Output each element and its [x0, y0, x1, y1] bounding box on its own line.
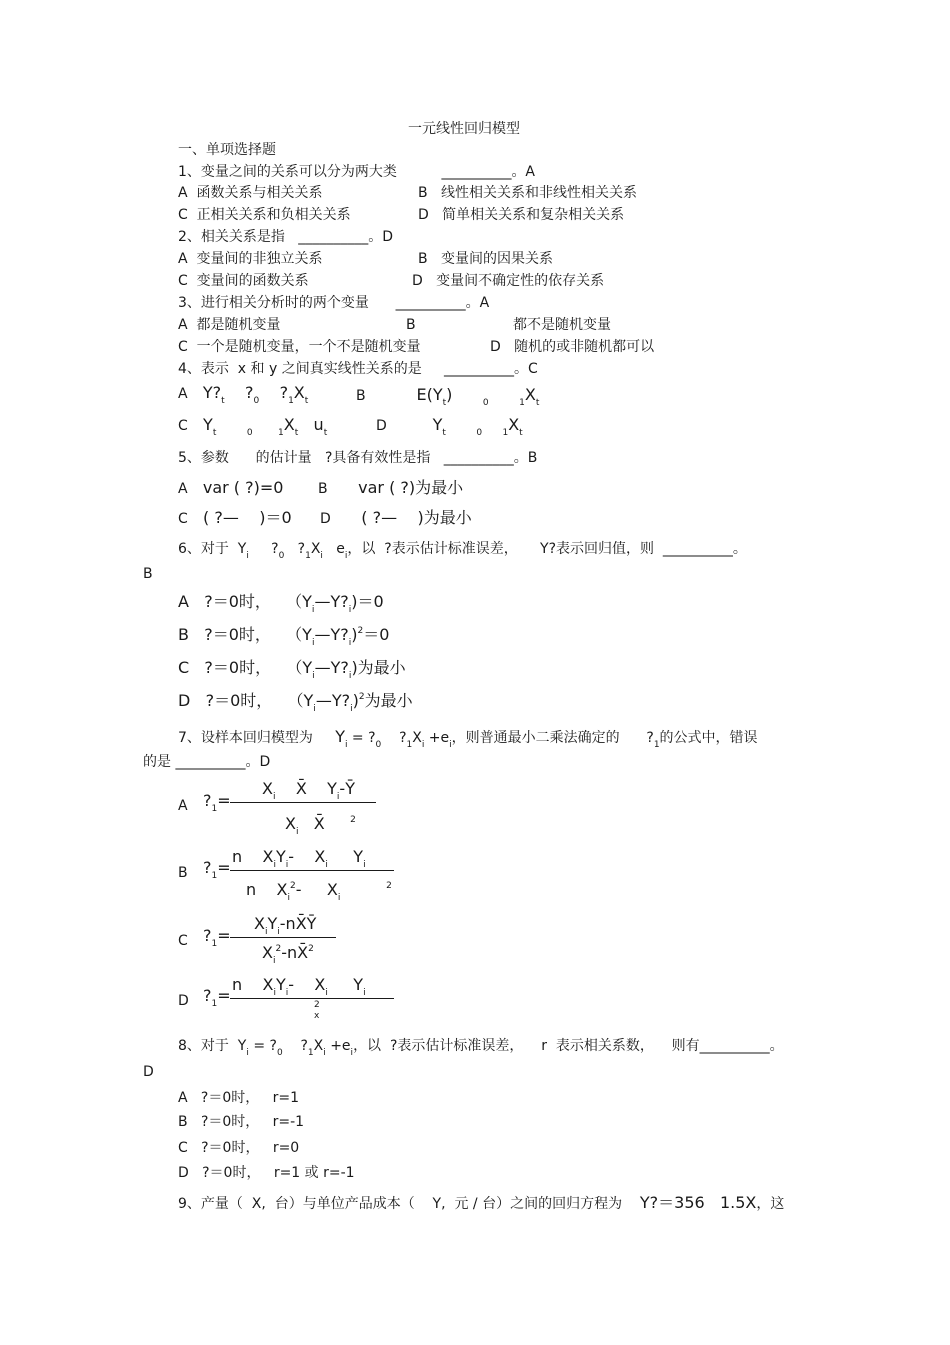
q1-option-b: B 线性相关关系和非线性相关关系 [418, 185, 637, 201]
q1-option-a: A 函数关系与相关关系 [178, 185, 323, 201]
q4-option-d: D $Y_t$ $_0$ $_1X_t$ [376, 415, 523, 438]
q7-option-b-lhs: $?_1=$ [203, 858, 231, 881]
q2-option-d: D 变量间不确定性的依存关系 [412, 273, 605, 289]
q7-option-b-denominator: n $X_i^2-$ $X_i$ $^2$ [246, 880, 392, 903]
section-heading: 一、单项选择题 [178, 142, 276, 158]
q7-option-a-numerator: $X_i$ X̄ $Y_i-Ȳ$ [262, 779, 355, 802]
q6-answer: B [143, 566, 153, 582]
q3-stem: 3、进行相关分析时的两个变量 __________。A [178, 295, 490, 311]
q7-option-a-label: A [178, 798, 188, 814]
q4-option-c: C $Y_t$ $_0$ $_1X_t$ $u_t$ [178, 415, 328, 438]
q1-stem: 1、变量之间的关系可以分为两大类 __________。A [178, 164, 536, 180]
q3-option-d: D 随机的或非随机都可以 [490, 339, 655, 355]
q5-option-c: C ( ?— )＝0 [178, 508, 292, 527]
q5-option-a: A var ( ?)=0 [178, 478, 284, 497]
q6-option-a: A ?＝0时， $(Y_i—Y?_i)=0$ [178, 592, 384, 615]
q7-option-d-numerator: n $X_iY_i-$ $X_i$ $Y_i$ [232, 975, 366, 998]
q8-option-b: B ?＝0时， r=-1 [178, 1114, 305, 1130]
q7-option-c-fraction-bar [230, 937, 336, 938]
q2-stem: 2、相关关系是指 __________。D [178, 229, 394, 245]
q6-option-b: B ?＝0时， $(Y_i—Y?_i)^2=0$ [178, 625, 390, 648]
q7-option-c-numerator: $X_iY_i-nX̄Ȳ$ [254, 914, 317, 937]
q7-line2: 的是 __________。D [143, 754, 271, 770]
q6-option-d: D ?＝0时， $(Y_i—Y?_i)^2$为最小 [178, 691, 413, 714]
q7-option-d-lhs: $?_1=$ [203, 986, 231, 1009]
q2-option-a: A 变量间的非独立关系 [178, 251, 323, 267]
q7-option-c-denominator: $X_i^2-nX̄^2$ [262, 943, 314, 966]
q8-stem: 8、对于 $Y_i$ = $?_0$ $?_1X_i +e_i$，以 ?表示估计标准误差， r 表示相关系数， 则有__________。 [178, 1038, 784, 1058]
q1-option-c: C 正相关关系和负相关关系 [178, 207, 351, 223]
q7-option-b-fraction-bar [230, 870, 394, 871]
q5-option-b: B var ( ?)为最小 [318, 478, 464, 497]
q7-option-c-label: C [178, 933, 188, 949]
q6-option-c: C ?＝0时， $(Y_i—Y?_i)$为最小 [178, 658, 406, 681]
q4-option-a: A $Y?_t$ $?_0$ $?_1X_t$ [178, 383, 309, 406]
q7-option-c-lhs: $?_1=$ [203, 926, 231, 949]
q4-option-b: B $E(Y_t)$ $_0$ $_1X_t$ [356, 385, 540, 408]
q6-stem: 6、对于 $Y_i$ $?_0$ $?_1X_i$ $e_i$，以 ?表示估计标准误差， Y?表示回归值，则 __________。 [178, 541, 747, 561]
q7-stem: 7、设样本回归模型为 $Y_i$ = $?_0$ $?_1X_i +e_i$，则普通最小二乘法确定的 $?_1$的公式中，错误 [178, 727, 758, 750]
page-title: 一元线性回归模型 [408, 121, 520, 137]
q9-stem: 9、产量（ X, 台）与单位产品成本（ Y, 元 / 台）之间的回归方程为 Y?＝356 1.5X，这 [178, 1193, 785, 1212]
q5-stem: 5、参数 的估计量 ?具备有效性是指 __________。B [178, 450, 538, 466]
q3-option-b-label: B [406, 317, 416, 333]
q1-option-d: D 简单相关关系和复杂相关关系 [418, 207, 625, 223]
q7-option-d-denominator: 2 x [314, 1000, 320, 1021]
q7-option-b-numerator: n $X_iY_i-$ $X_i$ $Y_i$ [232, 847, 366, 870]
q8-option-a: A ?＝0时， r=1 [178, 1090, 300, 1106]
q2-option-c: C 变量间的函数关系 [178, 273, 309, 289]
q7-option-b-label: B [178, 865, 188, 881]
q8-answer: D [143, 1064, 154, 1080]
q7-option-d-fraction-bar [230, 998, 394, 999]
q4-stem: 4、表示 x 和 y 之间真实线性关系的是 __________。C [178, 361, 538, 377]
q3-option-b: 都不是随机变量 [513, 317, 611, 333]
q7-option-d-label: D [178, 993, 189, 1009]
q5-option-d: D ( ?— )为最小 [320, 508, 472, 527]
q7-option-a-denominator: $X_i$ X̄ $^2$ [285, 814, 356, 837]
q2-option-b: B 变量间的因果关系 [418, 251, 553, 267]
q7-option-a-fraction-bar [230, 802, 376, 803]
q3-option-c: C 一个是随机变量，一个不是随机变量 [178, 339, 421, 355]
q8-option-d: D ?＝0时， r=1 或 r=-1 [178, 1165, 355, 1181]
q7-option-a-lhs: $?_1=$ [203, 791, 231, 814]
q8-option-c: C ?＝0时， r=0 [178, 1140, 300, 1156]
q3-option-a: A 都是随机变量 [178, 317, 281, 333]
